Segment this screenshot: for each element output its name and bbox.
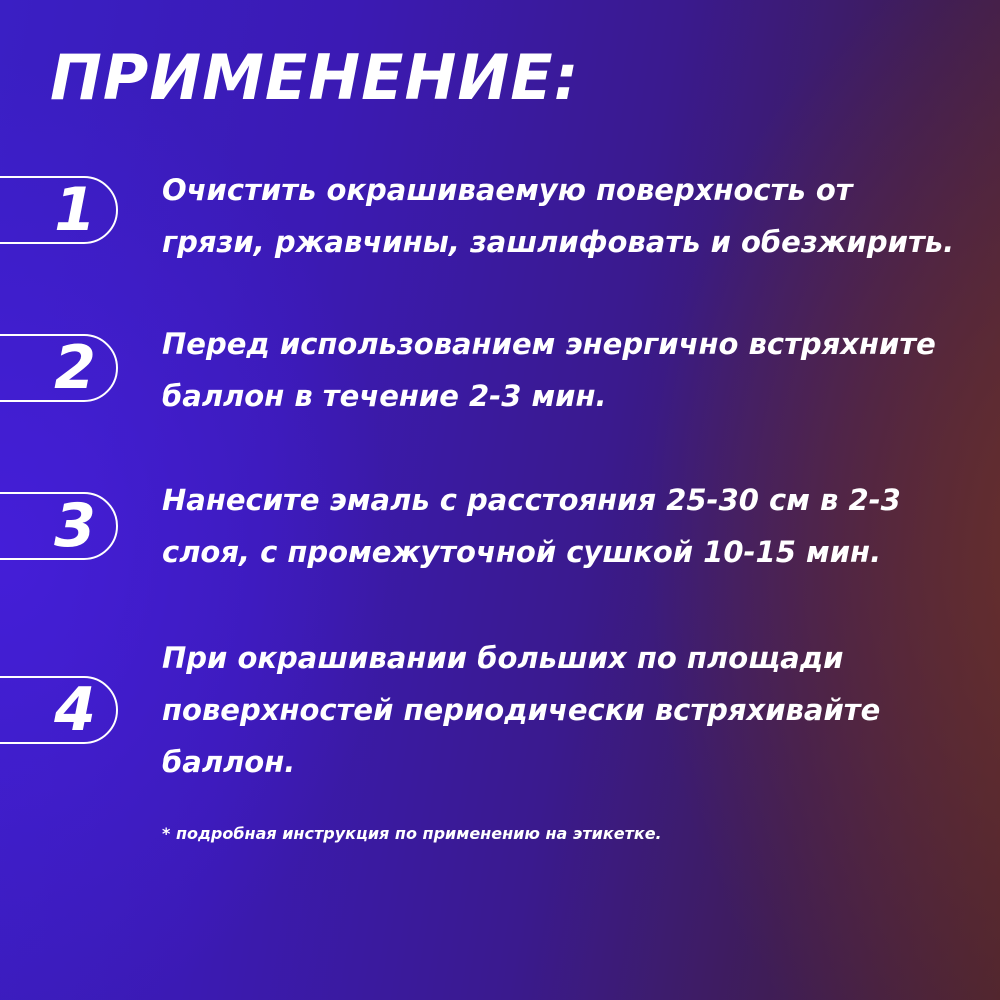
step-number: 4 [54,675,96,745]
step-number: 3 [54,491,96,561]
step-text: Перед использованием энергично встряхните баллон в течение 2-3 мин. [162,327,936,413]
footnote: * подробная инструкция по применению на этикетке. [162,824,662,843]
step-text: При окрашивании больших по площади поверхностей периодически встряхивайте баллон. [162,641,881,779]
step-text: Очистить окрашиваемую поверхность от грязи, ржавчины, зашлифовать и обезжирить. [162,173,955,259]
step-text: Нанесите эмаль с расстояния 25-30 см в 2-3 слоя, с промежуточной сушкой 10-15 мин. [162,483,901,569]
step-number: 2 [54,333,96,403]
page-title: ПРИМЕНЕНИЕ: [50,41,580,114]
step-number: 1 [54,175,96,245]
